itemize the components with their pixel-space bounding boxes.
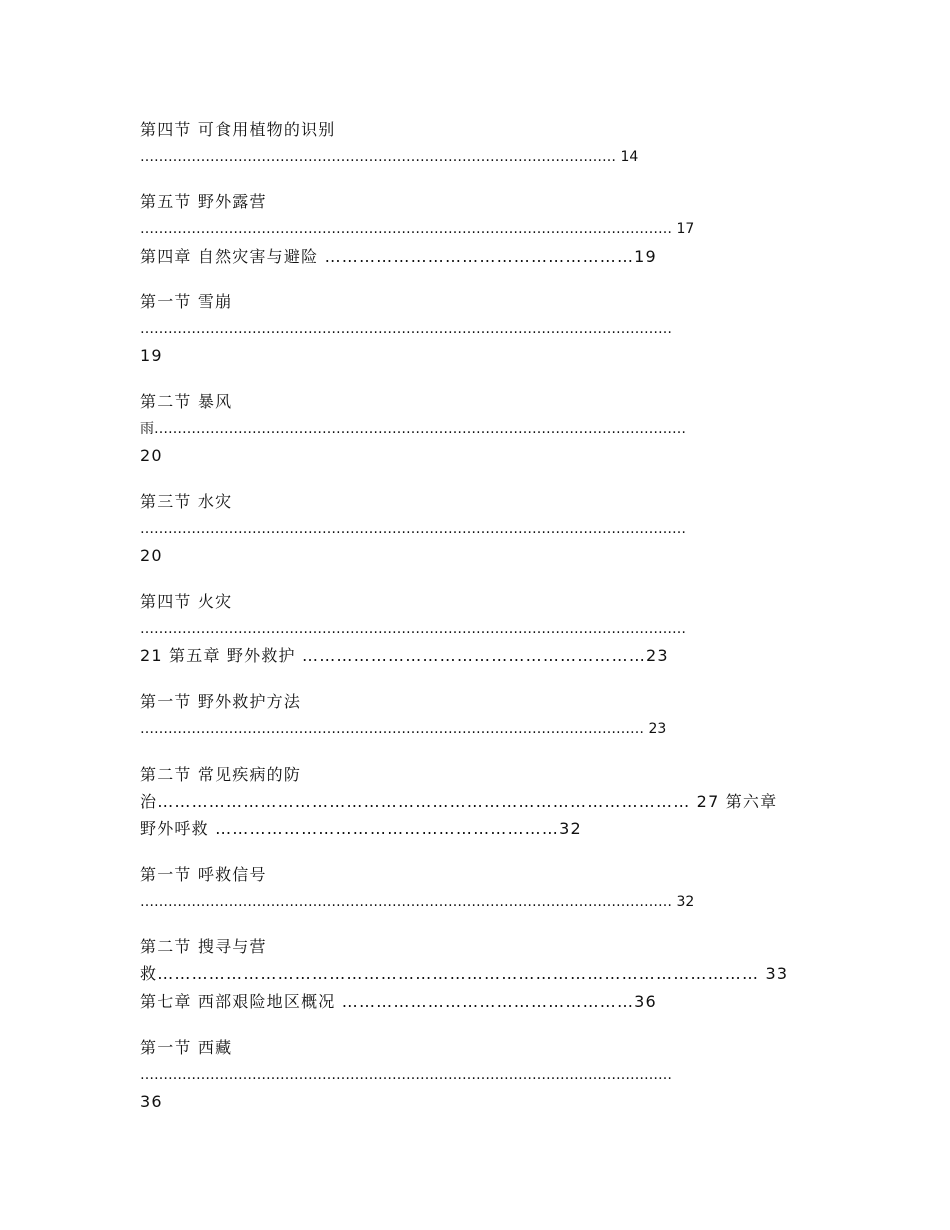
toc-page-number: 20 — [140, 446, 163, 465]
toc-chapter-heading: 第四章 自然灾害与避险 ………………………………………………19 — [140, 247, 657, 266]
toc-leader-line: 治………………………………………………………………………………… 27 第六章 — [140, 792, 778, 811]
toc-leader-line: 雨…………………………………………………………………………………………………… — [140, 421, 686, 437]
toc-section-heading: 第一节 西藏 — [140, 1038, 233, 1057]
toc-page-number: 20 — [140, 546, 163, 565]
toc-leader-line: …………………………………………………………………………………………………… — [140, 321, 672, 337]
toc-leader-line: 救…………………………………………………………………………………………… 33 — [140, 964, 789, 983]
toc-chapter-heading: 21 第五章 野外救护 ……………………………………………………23 — [140, 646, 669, 665]
toc-section-heading: 第二节 搜寻与营 — [140, 937, 267, 956]
toc-section-heading: 第一节 呼救信号 — [140, 865, 267, 884]
toc-section-heading: 第二节 暴风 — [140, 392, 233, 411]
toc-leader-line: …………………………………………………………………………………………………… 32 — [140, 894, 695, 910]
toc-section-heading: 第四节 可食用植物的识别 — [140, 120, 336, 139]
toc-section-heading: 第一节 雪崩 — [140, 292, 233, 311]
toc-leader-line: ……………………………………………………………………………………………………… — [140, 621, 686, 637]
toc-section-heading: 第四节 火灾 — [140, 592, 233, 611]
toc-page-number: 36 — [140, 1092, 163, 1111]
toc-leader-line: …………………………………………………………………………………………………… 17 — [140, 221, 695, 237]
toc-section-heading: 第三节 水灾 — [140, 492, 233, 511]
toc-section-heading: 第二节 常见疾病的防 — [140, 765, 302, 784]
toc-chapter-heading: 第七章 西部艰险地区概况 ……………………………………………36 — [140, 992, 657, 1011]
toc-section-heading: 第五节 野外露营 — [140, 192, 267, 211]
toc-leader-line: …………………………………………………………………………………………………… — [140, 1067, 672, 1083]
toc-page-number: 19 — [140, 346, 163, 365]
toc-leader-line: ……………………………………………………………………………………………… 23 — [140, 721, 667, 737]
toc-leader-line: ……………………………………………………………………………………………………… — [140, 521, 686, 537]
toc-leader-line: ………………………………………………………………………………………… 14 — [140, 149, 639, 165]
toc-chapter-heading: 野外呼救 ……………………………………………………32 — [140, 819, 582, 838]
toc-section-heading: 第一节 野外救护方法 — [140, 692, 302, 711]
